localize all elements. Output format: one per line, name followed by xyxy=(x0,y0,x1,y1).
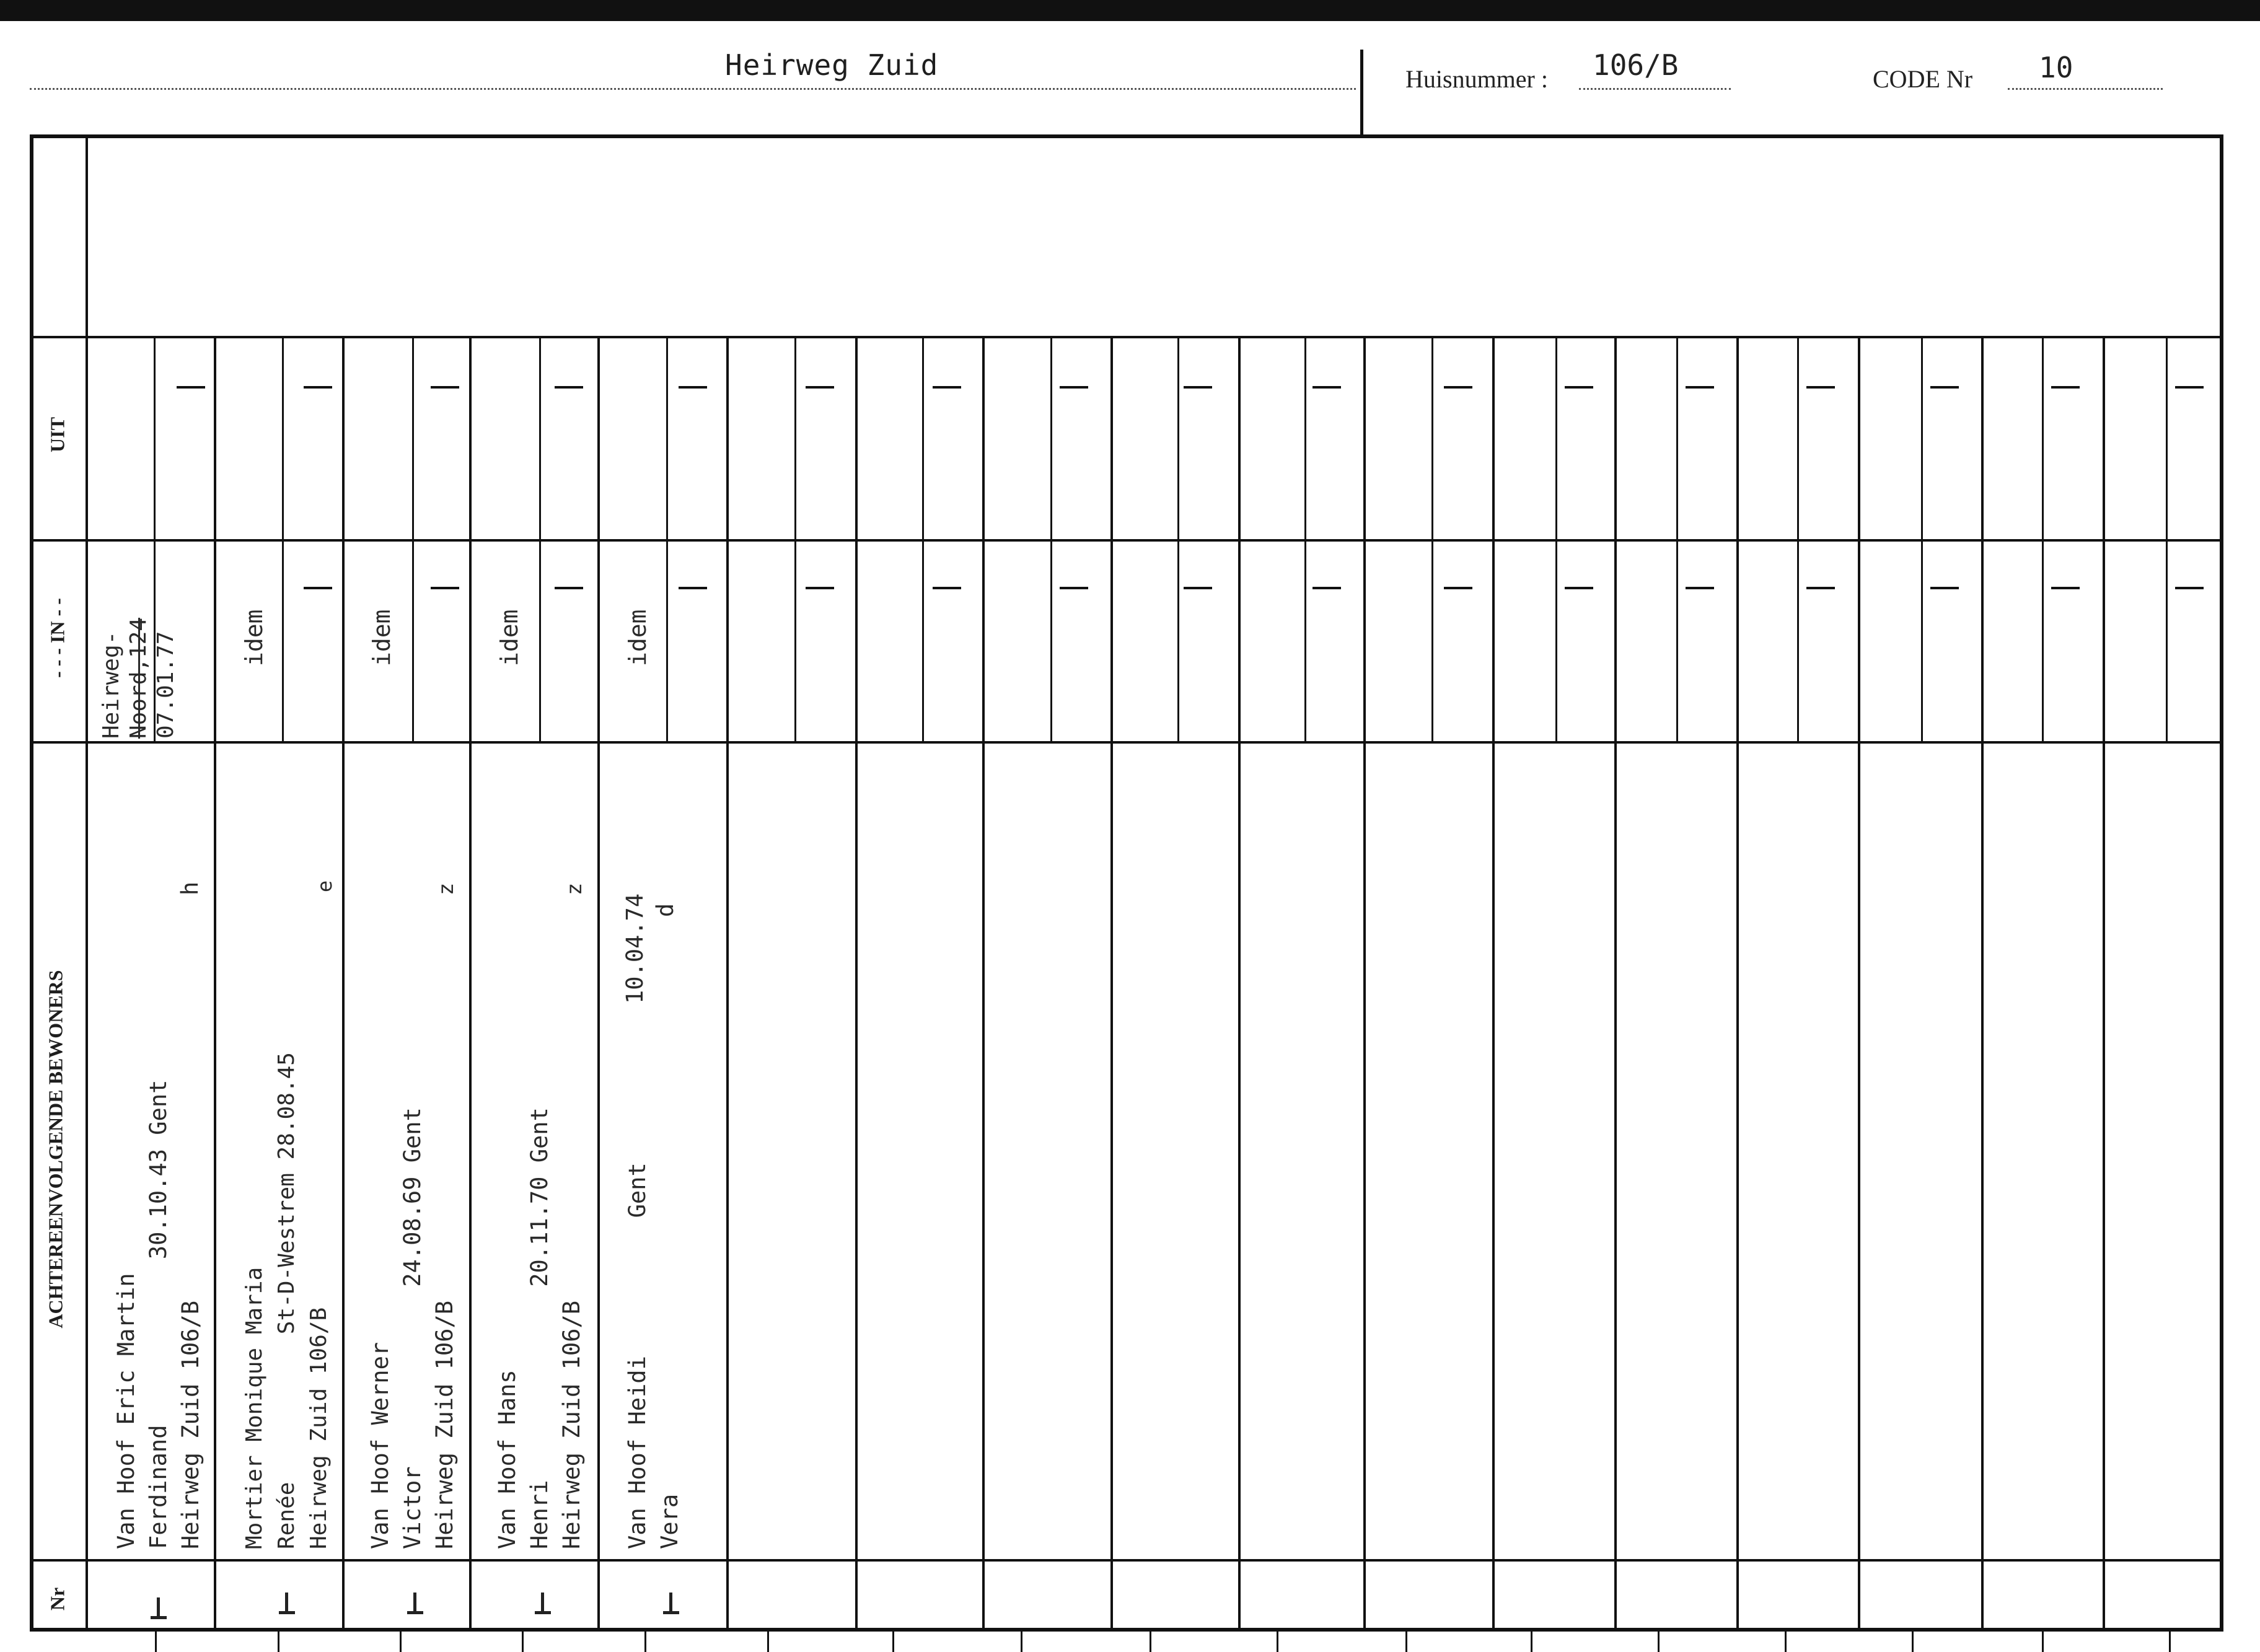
uit-dash xyxy=(679,386,707,389)
column-divider xyxy=(214,338,216,1632)
uit-dash xyxy=(2175,386,2204,389)
sub-column-divider xyxy=(282,338,284,741)
in-entry-1 xyxy=(98,618,180,739)
sub-column-divider xyxy=(1555,338,1557,741)
resident-entry-2 xyxy=(239,1052,335,1549)
sub-column-divider xyxy=(1797,338,1799,741)
label-column-divider xyxy=(86,134,88,1632)
column-divider xyxy=(1238,338,1241,1632)
column-divider xyxy=(597,338,600,1632)
sub-column-divider xyxy=(1676,338,1678,741)
bottom-tick xyxy=(522,1632,524,1652)
in-dash xyxy=(679,587,707,589)
uit-dash xyxy=(304,386,332,389)
bottom-tick xyxy=(767,1632,769,1652)
row-label-residents: ACHTEREENVOLGENDE BEWONERS xyxy=(44,970,67,1329)
uit-dash xyxy=(1444,386,1472,389)
resident-sex-4: z xyxy=(562,882,587,895)
in-dash xyxy=(806,587,834,589)
sub-column-divider xyxy=(2042,338,2044,741)
resident-entry-4 xyxy=(491,1107,588,1549)
header-divider xyxy=(1360,50,1363,136)
in-dash xyxy=(1565,587,1593,589)
row-label-in: - - - IN - - xyxy=(46,598,69,678)
code-label: CODE Nr xyxy=(1873,65,1973,93)
code-value: 10 xyxy=(2039,51,2073,84)
row-label-uit: UIT xyxy=(46,417,69,452)
top-border-bar xyxy=(0,0,2260,21)
uit-dash xyxy=(555,386,583,389)
resident-name-line: Van Hoof Hans xyxy=(494,1369,521,1549)
in-dash xyxy=(1060,587,1088,589)
resident-entry-3 xyxy=(364,1107,461,1549)
sub-column-divider xyxy=(1921,338,1923,741)
house-number-value: 106/B xyxy=(1593,48,1679,82)
resident-address-line: Heirweg Zuid 106/B xyxy=(306,1307,332,1549)
in-dash xyxy=(1184,587,1212,589)
register-table xyxy=(30,134,2223,1632)
house-number-label: Huisnummer : xyxy=(1405,65,1548,93)
column-divider xyxy=(1981,338,1984,1632)
sub-column-divider xyxy=(1304,338,1306,741)
resident-address-line: Heirweg Zuid 106/B xyxy=(558,1301,585,1549)
uit-dash xyxy=(1060,386,1088,389)
row-divider-residents-top xyxy=(30,741,2223,744)
resident-entry-1 xyxy=(110,1080,207,1549)
uit-dash xyxy=(1565,386,1593,389)
bottom-tick xyxy=(1531,1632,1532,1652)
house-number-dotted-line xyxy=(1579,88,1731,90)
bottom-tick xyxy=(278,1632,279,1652)
sub-column-divider xyxy=(539,338,541,741)
column-divider xyxy=(1110,338,1113,1632)
in-entry-5: idem xyxy=(624,609,651,666)
resident-sex-3: z xyxy=(434,882,459,895)
in-dash xyxy=(555,587,583,589)
uit-dash xyxy=(1184,386,1212,389)
uit-dash xyxy=(1930,386,1959,389)
bottom-tick xyxy=(155,1632,157,1652)
column-divider xyxy=(1736,338,1739,1632)
uit-dash xyxy=(177,386,205,389)
street-dotted-line xyxy=(30,88,1356,90)
resident-sex-2: e xyxy=(313,880,336,892)
in-dash xyxy=(1930,587,1959,589)
resident-address-line: Heirweg Zuid 106/B xyxy=(431,1301,458,1549)
sub-column-divider xyxy=(794,338,796,741)
in-entry-2: idem xyxy=(240,609,268,666)
resident-sex-1: h xyxy=(177,881,203,895)
uit-dash xyxy=(1806,386,1835,389)
street-name: Heirweg Zuid xyxy=(725,48,939,82)
resident-birth-line: Henri 20.11.70 Gent xyxy=(526,1107,553,1549)
resident-birth-line: Ferdinand 30.10.43 Gent xyxy=(145,1079,172,1549)
resident-firstname-line: Vera xyxy=(656,1493,683,1549)
column-divider xyxy=(1363,338,1366,1632)
uit-dash xyxy=(2051,386,2080,389)
bottom-tick xyxy=(1277,1632,1278,1652)
bottom-tick xyxy=(1405,1632,1407,1652)
resident-sex-5: d xyxy=(652,903,679,917)
in-dash xyxy=(1806,587,1835,589)
in-entry-3: idem xyxy=(368,609,395,666)
bottom-tick xyxy=(2169,1632,2171,1652)
resident-name-line: Van Hoof Eric Martin xyxy=(113,1273,139,1549)
uit-dash xyxy=(1312,386,1341,389)
sub-column-divider xyxy=(922,338,924,741)
uit-dash xyxy=(1686,386,1714,389)
bottom-tick xyxy=(892,1632,894,1652)
in-dash xyxy=(1686,587,1714,589)
resident-birth-line: Victor 24.08.69 Gent xyxy=(399,1107,426,1549)
sub-column-divider xyxy=(1177,338,1179,741)
bottom-tick xyxy=(1021,1632,1022,1652)
in-date: 07.01.77 xyxy=(153,631,178,739)
bottom-tick xyxy=(2042,1632,2044,1652)
sub-column-divider xyxy=(412,338,414,741)
row-divider-nr-top xyxy=(30,1559,2223,1562)
bottom-tick xyxy=(400,1632,402,1652)
sub-column-divider xyxy=(666,338,668,741)
resident-entry-5 xyxy=(622,1162,686,1549)
sub-column-divider xyxy=(1050,338,1052,741)
column-divider xyxy=(726,338,729,1632)
in-dash xyxy=(1312,587,1341,589)
uit-dash xyxy=(933,386,961,389)
bottom-tick xyxy=(1658,1632,1660,1652)
resident-name-line: Mortier Monique Maria xyxy=(242,1267,267,1549)
in-line-2: Noord,124 xyxy=(126,617,151,739)
column-divider xyxy=(982,338,985,1632)
resident-birthdate-5: 10.04.74 xyxy=(622,893,648,1004)
row-divider-uit-top xyxy=(30,336,2223,338)
in-entry-4: idem xyxy=(496,609,523,666)
uit-dash xyxy=(806,386,834,389)
column-divider xyxy=(1614,338,1617,1632)
uit-dash xyxy=(431,386,459,389)
resident-name-line: Van Hoof Werner xyxy=(367,1342,394,1549)
resident-name-line: Van Hoof Heidi Gent xyxy=(624,1162,651,1549)
in-dash xyxy=(2175,587,2204,589)
column-divider xyxy=(342,338,345,1632)
in-dash xyxy=(304,587,332,589)
row-label-nr: Nr xyxy=(46,1587,69,1611)
sub-column-divider xyxy=(1431,338,1433,741)
bottom-tick xyxy=(644,1632,646,1652)
column-divider xyxy=(1492,338,1495,1632)
in-dash xyxy=(933,587,961,589)
column-divider xyxy=(855,338,858,1632)
in-line-1: Heirweg- xyxy=(99,631,124,739)
sub-column-divider xyxy=(2166,338,2168,741)
row-divider-in-top xyxy=(30,539,2223,542)
resident-birth-line: Renée St-D-Westrem 28.08.45 xyxy=(274,1052,299,1549)
column-divider xyxy=(2103,338,2105,1632)
bottom-tick xyxy=(1785,1632,1787,1652)
resident-address-line: Heirweg Zuid 106/B xyxy=(177,1301,204,1549)
in-dash xyxy=(2051,587,2080,589)
code-dotted-line xyxy=(2008,88,2163,90)
bottom-tick xyxy=(1150,1632,1151,1652)
in-dash xyxy=(1444,587,1472,589)
column-divider xyxy=(1858,338,1860,1632)
column-divider xyxy=(469,338,472,1632)
in-dash xyxy=(431,587,459,589)
bottom-tick xyxy=(1912,1632,1914,1652)
